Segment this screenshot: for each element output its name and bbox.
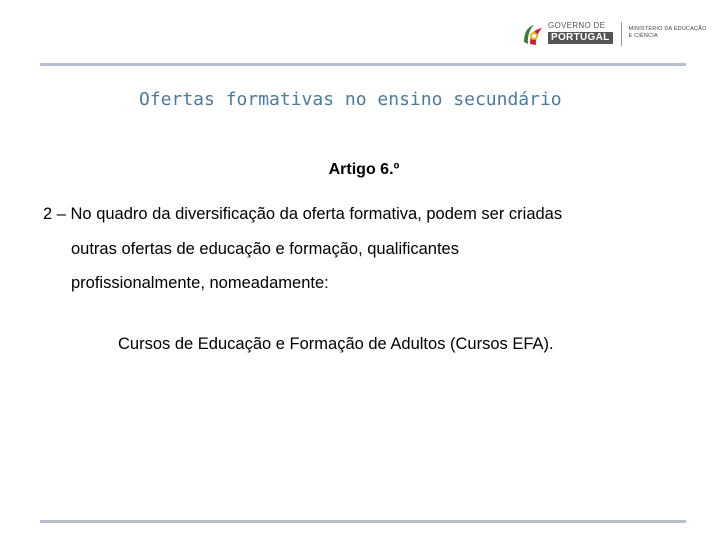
logo-divider bbox=[621, 22, 622, 46]
paragraph-line: outras ofertas de educação e formação, qualificantes bbox=[71, 240, 459, 258]
article-heading: Artigo 6.º bbox=[328, 161, 400, 178]
paragraph-line: 2 – No quadro da diversificação da oferta formativa, podem ser criadas bbox=[43, 205, 563, 223]
government-logo bbox=[522, 22, 707, 48]
gov-line2: PORTUGAL bbox=[548, 32, 613, 44]
ministry-name bbox=[629, 22, 707, 40]
slide-title: Ofertas formativas no ensino secundário bbox=[139, 89, 562, 110]
paragraph-line: profissionalmente, nomeadamente: bbox=[71, 274, 329, 292]
portugal-emblem-icon bbox=[522, 22, 544, 48]
course-item: Cursos de Educação e Formação de Adultos (Cursos EFA). bbox=[118, 335, 554, 353]
bottom-divider bbox=[40, 520, 686, 523]
gov-line1: GOVERNO DE bbox=[548, 21, 606, 30]
ministry-line1: MINISTÉRIO DA EDUCAÇÃO bbox=[628, 26, 707, 32]
top-divider bbox=[40, 63, 686, 66]
ministry-line2: E CIÊNCIA bbox=[628, 33, 658, 40]
government-wordmark bbox=[548, 22, 613, 44]
